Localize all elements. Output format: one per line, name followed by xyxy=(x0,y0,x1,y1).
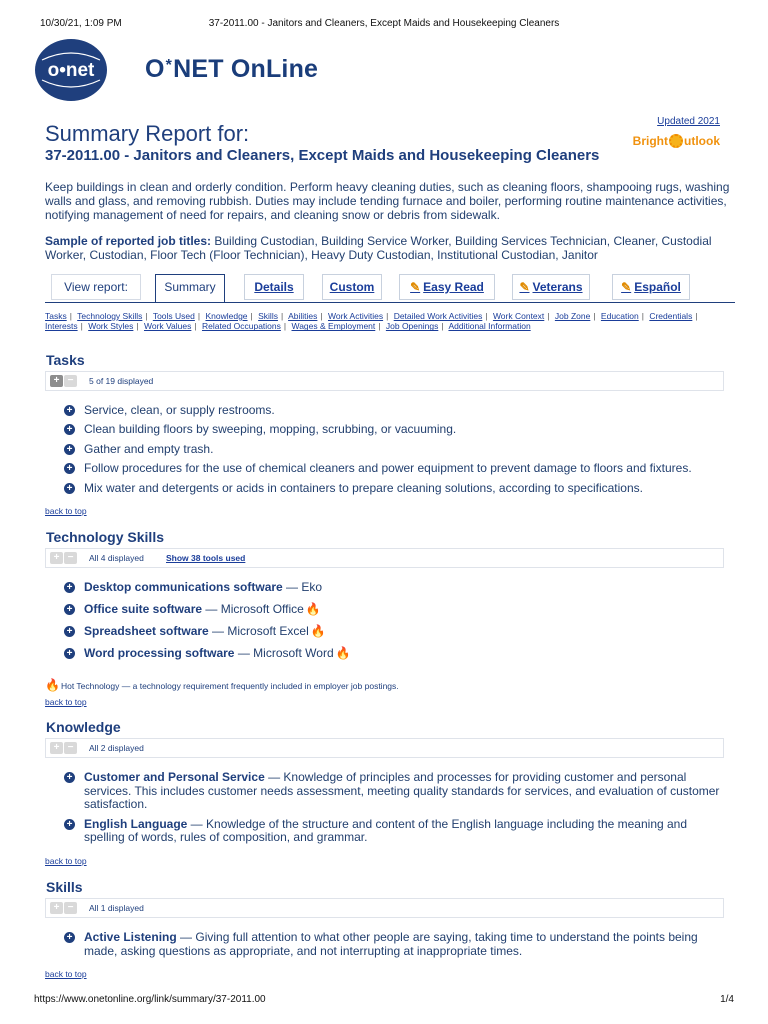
sample-job-titles-label: Sample of reported job titles: xyxy=(45,234,212,248)
print-url: https://www.onetonline.org/link/summary/37-2011.00 xyxy=(34,994,266,1005)
print-page-number: 1/4 xyxy=(720,994,734,1005)
tab-veterans-label: Veterans xyxy=(532,280,583,294)
plus-circle-icon[interactable]: + xyxy=(64,604,75,615)
section-anchor-links: Tasks | Technology Skills | Tools Used | Knowledge | Skills | Abilities | Work Activities | Detailed Work Activities | Work Context | Job Zone | Education | Credentials | Interests | Work Styles | Work Values | Related Occupations | Wages & Employment | Job Openings | Additional Information xyxy=(45,311,698,332)
skills-count: All 1 displayed xyxy=(89,903,144,913)
knowledge-name: Customer and Personal Service xyxy=(84,770,265,784)
view-report-label: View report: xyxy=(51,274,141,300)
knowledge-name: English Language xyxy=(84,816,188,831)
show-tools-used-link[interactable]: Show 38 tools used xyxy=(166,553,246,563)
plus-circle-icon[interactable]: + xyxy=(64,582,75,593)
tasks-heading: Tasks xyxy=(46,352,85,368)
expand-plus-icon[interactable]: + xyxy=(50,375,63,387)
print-date: 10/30/21, 1:09 PM xyxy=(40,18,122,29)
list-item: + Active Listening — Giving full attention to what other people are saying, taking time to understand the points being made, asking questions as appropriate, and not interrupting at inappropriate times. xyxy=(64,931,729,958)
collapse-minus-icon: − xyxy=(64,552,77,564)
anchor-education[interactable]: Education xyxy=(600,311,639,321)
plus-circle-icon[interactable]: + xyxy=(64,405,75,416)
occupation-description: Keep buildings in clean and orderly condition. Perform heavy cleaning duties, such as cleaning floors, shampooing rugs, washing walls and glass, and removing rubbish. Duties may include tending furnace and boiler, performing routine maintenance activities, notifying management of need for repairs, and cleaning snow or debris from sidewalk. xyxy=(45,180,730,222)
list-item: + Gather and empty trash. xyxy=(64,443,729,457)
print-title: 37-2011.00 - Janitors and Cleaners, Except Maids and Housekeeping Cleaners xyxy=(208,18,560,29)
hot-technology-text: Hot Technology — a technology requirement frequently included in employer job postings. xyxy=(60,681,399,691)
anchor-work-activities[interactable]: Work Activities xyxy=(327,311,384,321)
plus-circle-icon[interactable]: + xyxy=(64,444,75,455)
plus-circle-icon[interactable]: + xyxy=(64,932,75,943)
view-report-bar xyxy=(45,272,735,302)
knowledge-count: All 2 displayed xyxy=(89,743,144,753)
tab-divider xyxy=(45,302,735,303)
tech-example: Microsoft Office xyxy=(220,601,304,616)
knowledge-heading: Knowledge xyxy=(46,719,121,735)
collapse-minus-icon: − xyxy=(64,375,77,387)
technology-skills-count: All 4 displayed xyxy=(89,553,144,563)
fire-icon: 🔥 xyxy=(335,645,351,660)
anchor-additional-information[interactable]: Additional Information xyxy=(448,321,531,332)
pencil-icon: ✎ xyxy=(410,280,421,294)
list-item: + Desktop communications software — Eko xyxy=(64,581,729,595)
technology-skills-list xyxy=(64,581,729,660)
anchor-skills[interactable]: Skills xyxy=(258,311,278,321)
fire-icon: 🔥 xyxy=(310,623,326,638)
anchor-work-values[interactable]: Work Values xyxy=(143,321,192,332)
tech-example: Eko xyxy=(301,580,323,594)
tab-espanol-label: Español xyxy=(634,280,681,294)
anchor-work-context[interactable]: Work Context xyxy=(492,311,545,321)
hot-technology-note xyxy=(45,678,399,692)
expand-plus-icon: + xyxy=(50,902,63,914)
bright-outlook-badge[interactable] xyxy=(633,134,720,148)
anchor-job-zone[interactable]: Job Zone xyxy=(554,311,591,321)
tech-example: Microsoft Word xyxy=(253,645,334,660)
plus-circle-icon[interactable]: + xyxy=(64,424,75,435)
plus-circle-icon[interactable]: + xyxy=(64,626,75,637)
knowledge-list xyxy=(64,771,729,845)
knowledge-desc: Knowledge of principles and processes for providing customer and personal services. This includes customer needs assessment, meeting quality standards for services, and evaluation of customer satisfaction. xyxy=(84,770,720,812)
anchor-related-occupations[interactable]: Related Occupations xyxy=(201,321,281,332)
list-item: + Customer and Personal Service — Knowledge of principles and processes for providing customer and personal services. This includes customer needs assessment, meeting quality standards for services, and evaluation of customer satisfaction. xyxy=(64,771,729,812)
collapse-minus-icon: − xyxy=(64,742,77,754)
anchor-interests[interactable]: Interests xyxy=(45,321,78,332)
bright-outlook-label-2: utlook xyxy=(684,134,720,148)
skills-toolbar xyxy=(45,898,724,918)
onet-logo[interactable] xyxy=(34,38,112,102)
anchor-detailed-work-activities[interactable]: Detailed Work Activities xyxy=(393,311,483,321)
list-item: + English Language — Knowledge of the structure and content of the English language including the meaning and spelling of words, rules of composition, and grammar. xyxy=(64,818,729,845)
skills-list xyxy=(64,931,729,958)
summary-heading: Summary Report for: xyxy=(45,121,250,146)
list-item: + Clean building floors by sweeping, mopping, scrubbing, or vacuuming. xyxy=(64,423,729,437)
tech-category: Desktop communications software xyxy=(84,580,283,594)
fire-icon: 🔥 xyxy=(45,678,60,692)
back-to-top-link[interactable]: back to top xyxy=(45,506,87,516)
technology-skills-toolbar xyxy=(45,548,724,568)
tasks-count: 5 of 19 displayed xyxy=(89,376,154,386)
anchor-knowledge[interactable]: Knowledge xyxy=(205,311,248,321)
expand-plus-icon: + xyxy=(50,552,63,564)
occupation-title: 37-2011.00 - Janitors and Cleaners, Except Maids and Housekeeping Cleaners xyxy=(45,147,600,164)
logo-text: o•net xyxy=(47,60,95,81)
collapse-minus-icon: − xyxy=(64,902,77,914)
site-title: O*NET OnLine xyxy=(145,55,319,83)
anchor-tasks[interactable]: Tasks xyxy=(45,311,67,321)
pencil-icon: ✎ xyxy=(621,280,632,294)
plus-circle-icon[interactable]: + xyxy=(64,463,75,474)
list-item: + Office suite software — Microsoft Office 🔥 xyxy=(64,603,729,617)
plus-circle-icon[interactable]: + xyxy=(64,648,75,659)
sun-icon xyxy=(669,134,683,148)
knowledge-desc: Knowledge of the structure and content of the English language including the meaning and spelling of words, rules of composition, and grammar. xyxy=(84,816,688,845)
plus-circle-icon[interactable]: + xyxy=(64,483,75,494)
skills-heading: Skills xyxy=(46,879,83,895)
anchor-wages-employment[interactable]: Wages & Employment xyxy=(291,321,376,332)
back-to-top-link[interactable]: back to top xyxy=(45,697,87,707)
tech-category: Word processing software xyxy=(84,645,235,660)
list-item: + Service, clean, or supply restrooms. xyxy=(64,404,729,418)
list-item: + Mix water and detergents or acids in containers to prepare cleaning solutions, according to specifications. xyxy=(64,482,729,496)
list-item: + Follow procedures for the use of chemical cleaners and power equipment to prevent damage to floors and fixtures. xyxy=(64,462,729,476)
back-to-top-link[interactable]: back to top xyxy=(45,969,87,979)
tech-example: Microsoft Excel xyxy=(227,623,309,638)
anchor-work-styles[interactable]: Work Styles xyxy=(88,321,134,332)
tech-category: Office suite software xyxy=(84,601,203,616)
tasks-toolbar xyxy=(45,371,724,391)
skill-desc: Giving full attention to what other people are saying, taking time to understand the points being made, asking questions as appropriate, and not interrupting at inappropriate times. xyxy=(84,930,698,958)
skill-name: Active Listening xyxy=(84,930,177,944)
tab-easy-read-label: Easy Read xyxy=(423,280,484,294)
anchor-abilities[interactable]: Abilities xyxy=(288,311,318,321)
tab-summary[interactable]: Summary xyxy=(155,274,225,303)
tasks-list xyxy=(64,404,729,495)
list-item: + Spreadsheet software — Microsoft Excel 🔥 xyxy=(64,625,729,639)
list-item: + Word processing software — Microsoft Word 🔥 xyxy=(64,647,729,661)
tab-veterans[interactable] xyxy=(512,274,590,300)
plus-circle-icon[interactable]: + xyxy=(64,772,75,783)
knowledge-toolbar xyxy=(45,738,724,758)
pencil-icon: ✎ xyxy=(519,280,530,294)
updated-link[interactable]: Updated 2021 xyxy=(657,116,720,127)
sample-job-titles xyxy=(45,235,735,262)
anchor-job-openings[interactable]: Job Openings xyxy=(385,321,439,332)
back-to-top-link[interactable]: back to top xyxy=(45,856,87,866)
anchor-technology-skills[interactable]: Technology Skills xyxy=(77,311,143,321)
tab-custom[interactable]: Custom xyxy=(322,274,382,300)
sample-job-titles-value: Building Custodian, Building Service Worker, Building Services Technician, Cleaner, Custodial Worker, Custodian, Floor Tech (Floor Technician), Heavy Duty Custodian, Institutional Custodian, Janitor xyxy=(45,234,712,262)
tab-details[interactable]: Details xyxy=(244,274,304,300)
bright-outlook-label-1: Bright xyxy=(632,134,668,148)
plus-circle-icon[interactable]: + xyxy=(64,819,75,830)
anchor-credentials[interactable]: Credentials xyxy=(649,311,693,321)
anchor-tools-used[interactable]: Tools Used xyxy=(152,311,195,321)
print-header xyxy=(0,18,768,32)
technology-skills-heading: Technology Skills xyxy=(46,529,164,545)
fire-icon: 🔥 xyxy=(305,601,321,616)
tab-easy-read[interactable] xyxy=(399,274,495,300)
expand-plus-icon: + xyxy=(50,742,63,754)
tab-espanol[interactable] xyxy=(612,274,690,300)
tech-category: Spreadsheet software xyxy=(84,623,209,638)
